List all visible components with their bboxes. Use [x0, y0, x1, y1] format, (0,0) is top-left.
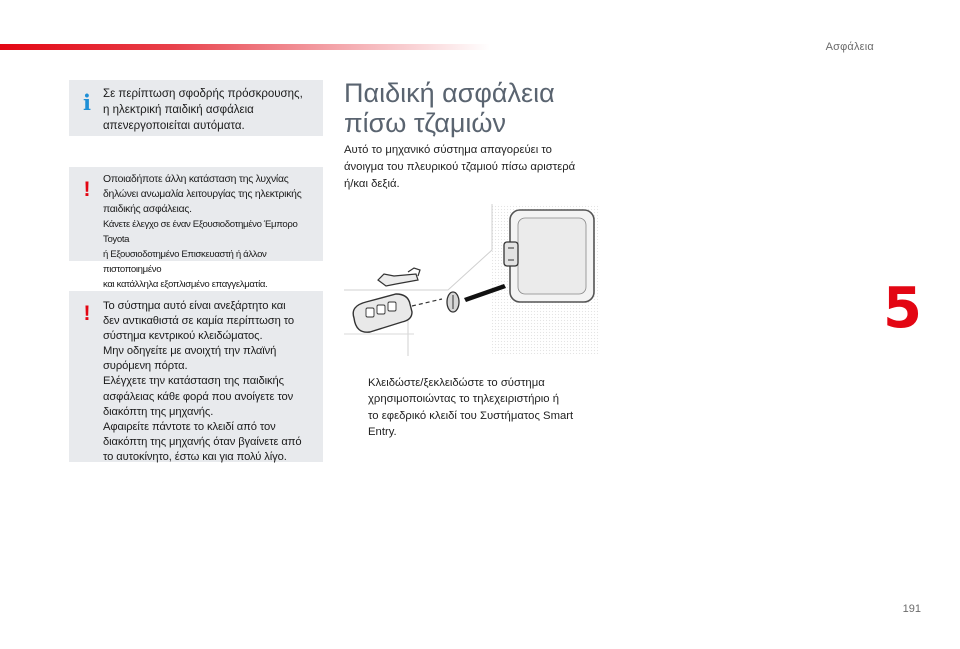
remote-key-icon — [353, 294, 442, 332]
warning-line: Το σύστημα αυτό είναι ανεξάρτητο και — [103, 300, 286, 312]
info-box — [69, 80, 323, 136]
warning-icon: ! — [83, 178, 91, 201]
intro-text — [344, 142, 606, 193]
warning-line: και κατάλληλα εξοπλισμένο επαγγελματία. — [103, 279, 268, 290]
warning-line: διακόπτη της μηχανής όταν βγαίνετε από — [103, 435, 302, 448]
warning-line: διακόπτη της μηχανής. — [103, 405, 214, 418]
step-line: Entry. — [368, 425, 397, 438]
child-lock-illustration — [344, 202, 606, 356]
intro-line: άνοιγμα του πλευρικού τζαμιού πίσω αριστερά — [344, 161, 576, 173]
title-line: πίσω τζαμιών — [344, 108, 506, 138]
warning-line: Κάνετε έλεγχο σε έναν Εξουσιοδοτημένο Έμπορο Toyota — [103, 219, 298, 245]
info-line: η ηλεκτρική παιδική ασφάλεια — [103, 104, 254, 116]
step-line: χρησιμοποιώντας το τηλεχειριστήριο ή — [368, 393, 559, 406]
intro-line: ή/και δεξιά. — [344, 178, 400, 190]
page-title — [344, 78, 555, 138]
spare-key-icon — [378, 268, 420, 286]
instruction-step — [348, 375, 598, 440]
lock-cylinder-icon — [447, 292, 459, 312]
warning-line: ασφάλειας κάθε φορά που ανοίγετε τον — [103, 390, 294, 403]
warning-line: Αφαιρείτε πάντοτε το κλειδί από τον — [103, 420, 276, 433]
page-number: 191 — [902, 603, 921, 615]
window-latch-icon — [504, 242, 518, 266]
warning-line: συρόμενη πόρτα. — [103, 360, 188, 373]
warning-line: ή Εξουσιοδοτημένο Επισκευαστή ή άλλον πιστοποιημένο — [103, 249, 267, 275]
warning-box-lamp — [69, 167, 323, 290]
intro-line: Αυτό το μηχανικό σύστημα απαγορεύει το — [344, 144, 552, 156]
step-line: Κλειδώστε/ξεκλειδώστε το σύστημα — [368, 377, 545, 389]
info-icon: i — [83, 90, 91, 115]
info-line: απενεργοποιείται αυτόματα. — [103, 120, 245, 132]
title-line: Παιδική ασφάλεια — [344, 78, 555, 108]
warning-line: Οποιαδήποτε άλλη κατάσταση της λυχνίας — [103, 174, 289, 185]
warning-line: δεν αντικαθιστά σε καμία περίπτωση το — [103, 315, 294, 328]
warning-line: Ελέγχετε την κατάσταση της παιδικής — [103, 375, 284, 388]
warning-box-system — [69, 291, 323, 462]
warning-line: το αυτοκίνητο, έστω και για πολύ λίγο. — [103, 450, 287, 463]
info-line: Σε περίπτωση σφοδρής πρόσκρουσης, — [103, 88, 303, 100]
warning-line: παιδικής ασφάλειας. — [103, 204, 192, 215]
warning-icon: ! — [83, 302, 91, 325]
warning-line: Μην οδηγείτε με ανοιχτή την πλαϊνή — [103, 345, 277, 358]
step-line: το εφεδρικό κλειδί του Συστήματος Smart — [368, 409, 574, 422]
chapter-number: 5 — [883, 276, 922, 341]
header-accent-bar — [0, 44, 490, 50]
section-title: Ασφάλεια — [825, 41, 874, 53]
rear-side-window — [510, 210, 594, 302]
warning-line: σύστημα κεντρικού κλειδώματος. — [103, 330, 263, 343]
warning-line: δηλώνει ανωμαλία λειτουργίας της ηλεκτρικής — [103, 189, 302, 200]
